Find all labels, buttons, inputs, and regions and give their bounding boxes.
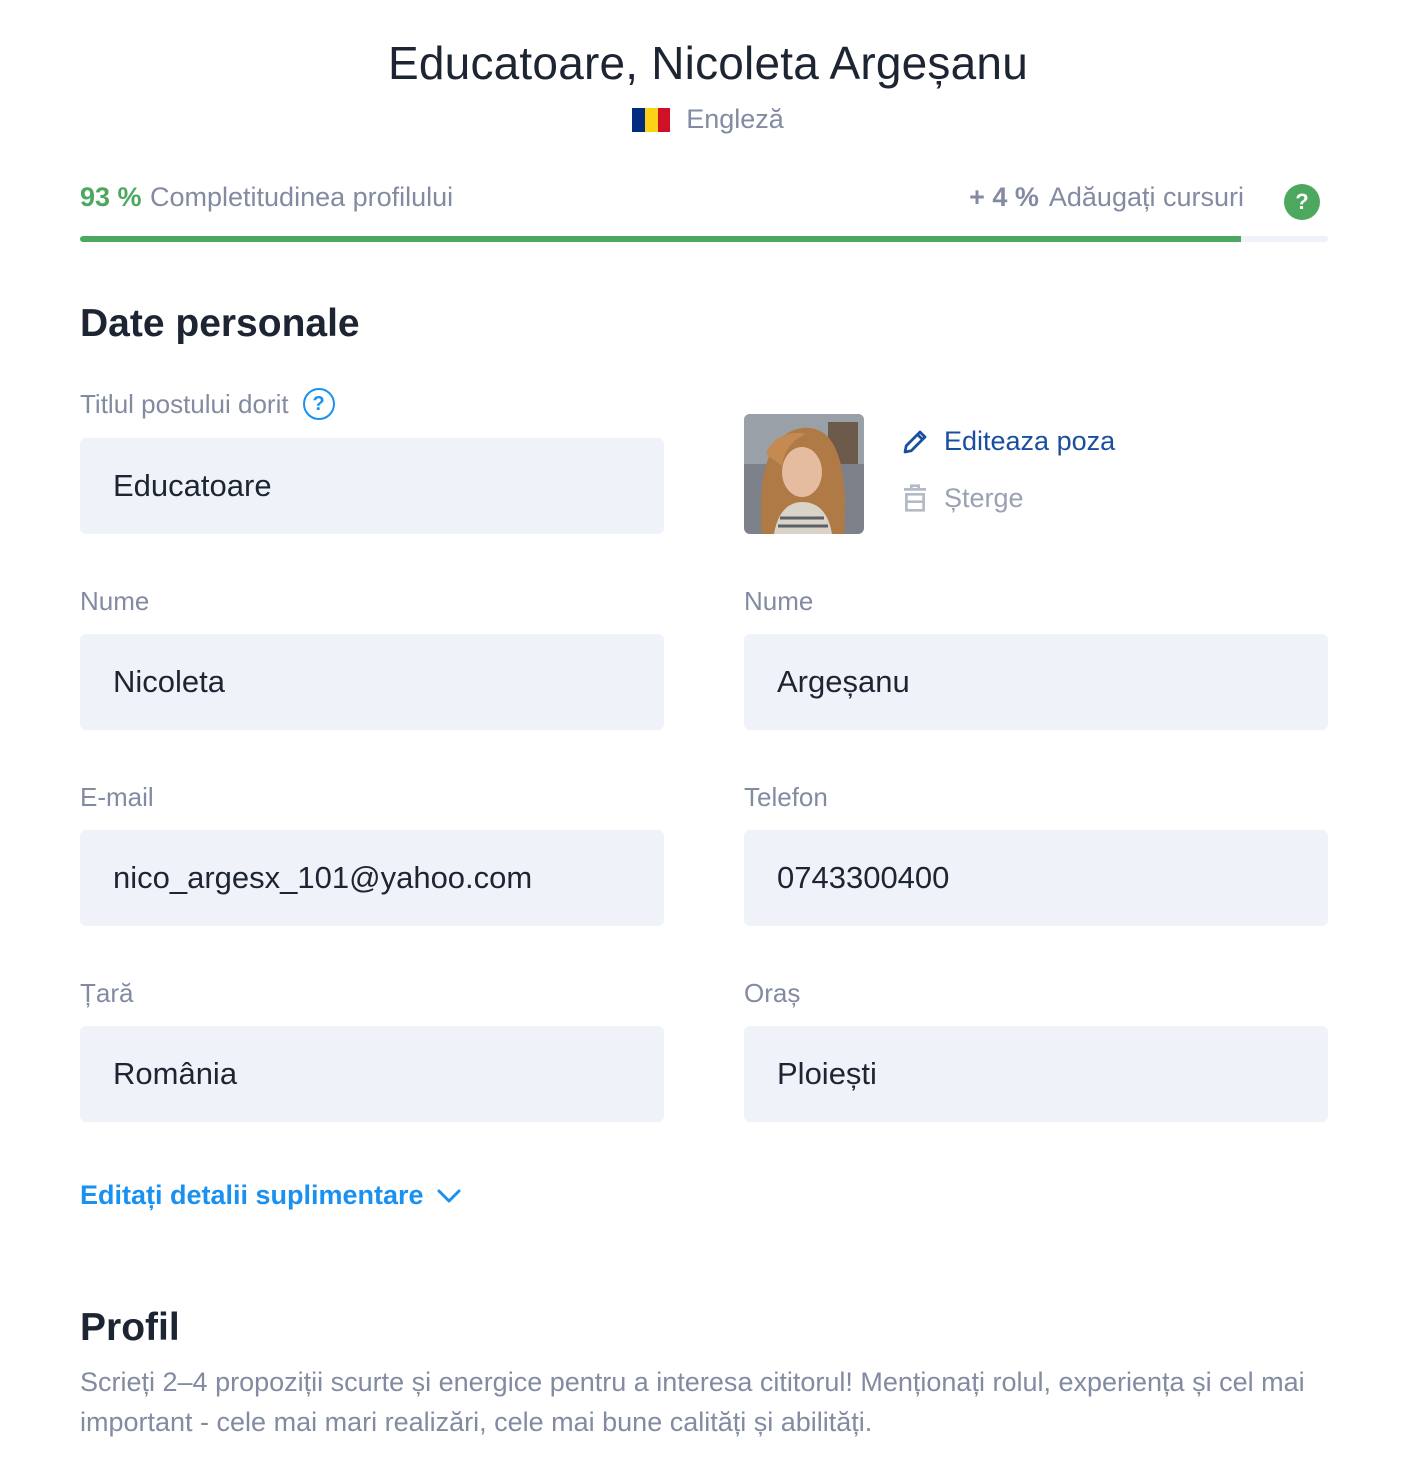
edit-photo-label: Editeaza poza [944,426,1116,456]
profile-photo[interactable] [744,414,864,534]
completeness-percent: 93 % [80,182,142,212]
country-label: Țară [80,978,134,1008]
profile-completeness [80,182,1328,222]
question-circle-icon[interactable]: ? [303,388,335,420]
profile-description: Scrieți 2–4 propoziții scurte și energice pentru a interesa cititorul! Menționați rolul, experiența și cel mai important - cele mai mari realizări, cele mai bune calități și abilități. [80,1367,1305,1437]
language-label: Engleză [686,104,784,134]
pencil-icon [900,427,930,457]
phone-label: Telefon [744,782,828,812]
section-title-personal: Date personale [80,302,360,345]
last-name-value: Argeșanu [777,664,910,699]
job-title-value: Educatoare [113,468,272,503]
tip-label: Adăugați cursuri [1048,182,1244,212]
country-input[interactable] [80,1026,664,1122]
romania-flag-icon [632,108,670,132]
completeness-bar [80,236,1328,242]
city-label: Oraș [744,978,801,1008]
job-title-label [80,388,335,420]
edit-additional-details-link[interactable] [80,1180,462,1211]
language-selector[interactable] [0,104,1416,135]
phone-value: 0743300400 [777,860,950,895]
question-circle-icon[interactable]: ? [1284,184,1320,220]
trash-icon [900,482,930,514]
first-name-label: Nume [80,586,150,616]
profile-photo-image [744,414,864,534]
first-name-input[interactable] [80,634,664,730]
edit-additional-details-label: Editați detalii suplimentare [80,1180,424,1210]
delete-photo-label: Șterge [944,482,1024,513]
chevron-down-icon [436,1187,462,1205]
job-title-label-text: Titlul postului dorit [80,388,289,419]
last-name-label: Nume [744,586,814,616]
email-value: nico_argesx_101@yahoo.com [113,860,533,895]
first-name-value: Nicoleta [113,664,225,699]
phone-input[interactable] [744,830,1328,926]
city-value: Ploiești [777,1056,877,1091]
delete-photo-button[interactable] [900,482,1024,514]
last-name-input[interactable] [744,634,1328,730]
country-value: România [113,1056,238,1091]
tip-bonus: + 4 % [969,182,1039,212]
section-title-profile: Profil [80,1306,180,1349]
completeness-tip[interactable] [969,182,1244,213]
email-input[interactable] [80,830,664,926]
edit-photo-button[interactable] [900,426,1115,457]
completeness-bar-fill [80,236,1241,242]
city-input[interactable] [744,1026,1328,1122]
email-label: E-mail [80,782,154,812]
job-title-input[interactable] [80,438,664,534]
completeness-label: Completitudinea profilului [150,182,454,212]
resume-title: Educatoare, Nicoleta Argeșanu [388,37,1028,89]
